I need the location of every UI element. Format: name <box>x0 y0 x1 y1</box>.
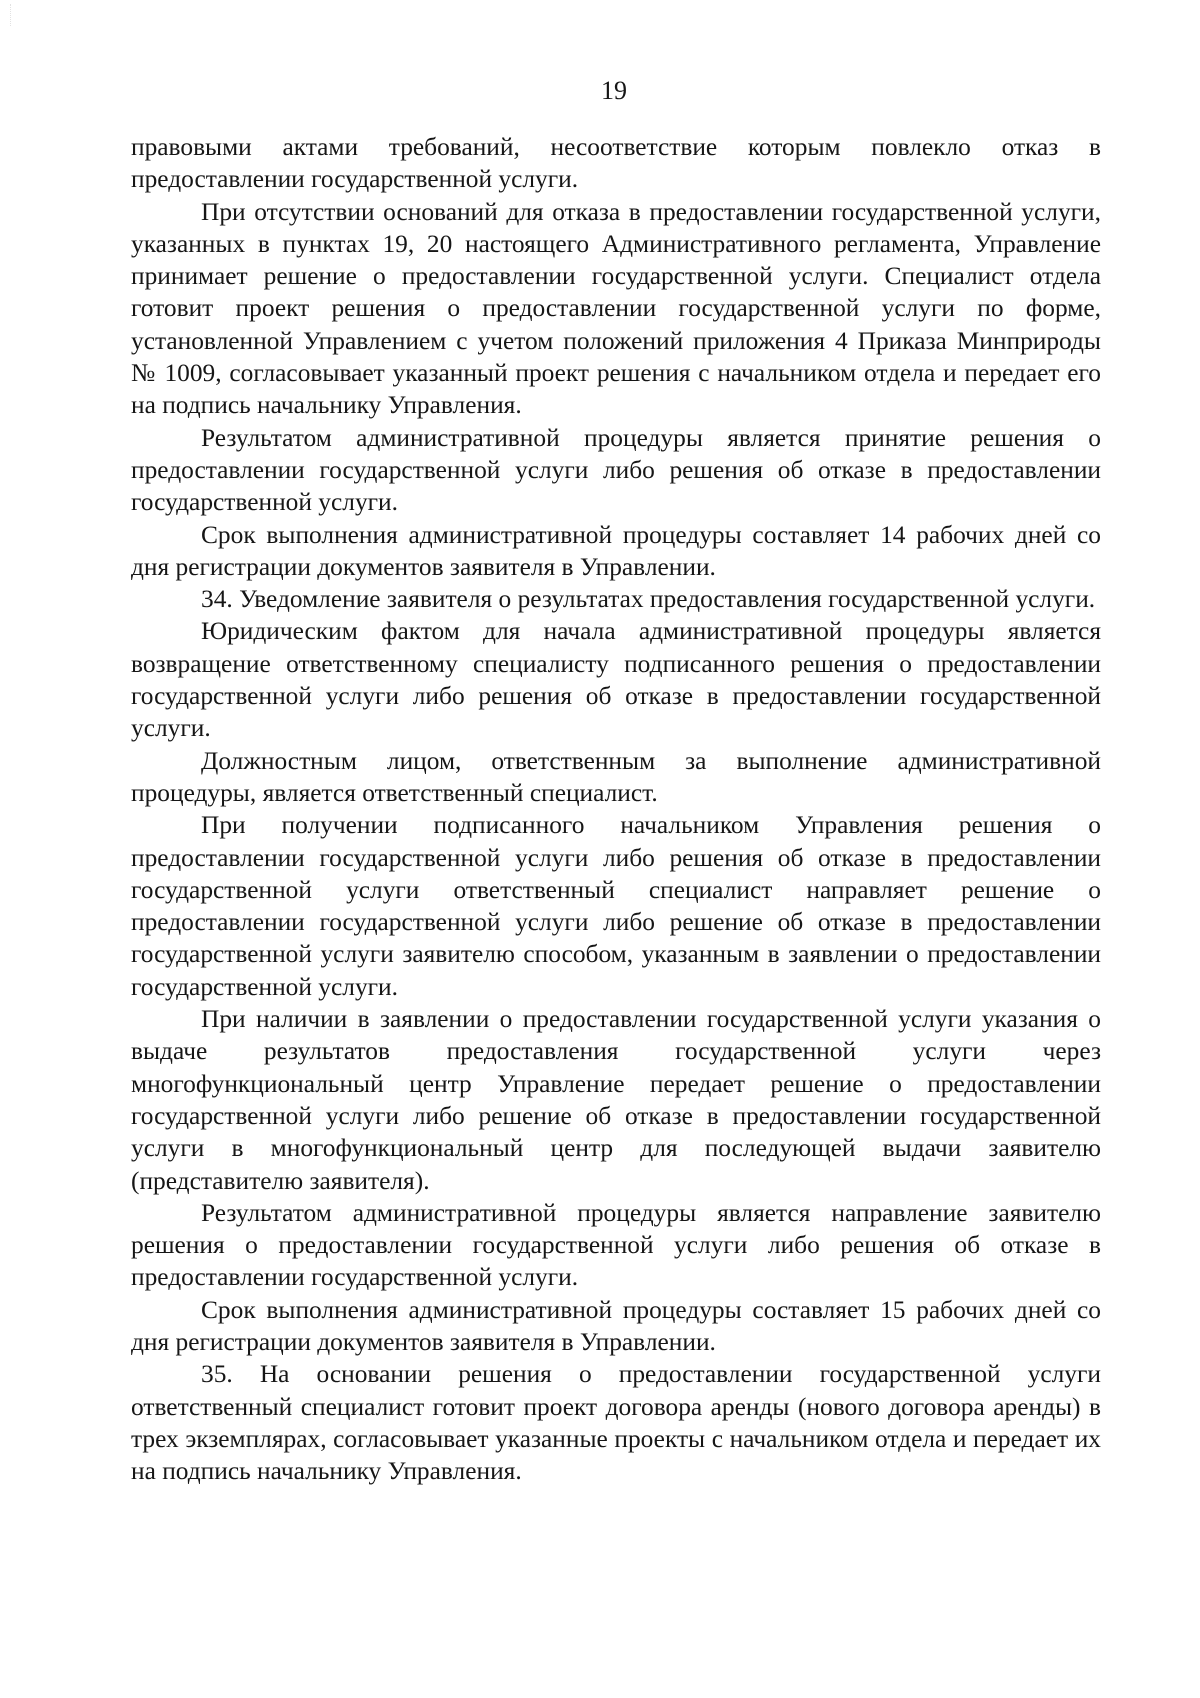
document-body <box>131 131 1101 1487</box>
paragraph-procedure-term: Срок выполнения административной процедуры составляет 14 рабочих дней со дня регистрации документов заявителя в Управлении. <box>131 520 1101 581</box>
paragraph-item-35: 35. На основании решения о предоставлении государственной услуги ответственный специалист готовит проект договора аренды (нового договора аренды) в трех экземплярах, согласовывает указанные проекты с начальником отдела и передает их на подпись начальнику Управления. <box>131 1360 1101 1486</box>
paragraph-continuation: правовыми актами требований, несоответствие которым повлекло отказ в предоставлении государственной услуги. <box>131 133 1101 194</box>
paragraph-mfc-delivery: При наличии в заявлении о предоставлении государственной услуги указания о выдаче результатов предоставления государственной услуги через многофункциональный центр Управление передает решение о предоставлении государственной услуги либо решение об отказе в предоставлении государственной услуги в многофункциональный центр для последующей выдачи заявителю (представителю заявителя). <box>131 1005 1101 1195</box>
paragraph-procedure-result: Результатом административной процедуры является принятие решения о предоставлении государственной услуги либо решения об отказе в предоставлении государственной услуги. <box>131 423 1101 517</box>
paragraph-item-34: 34. Уведомление заявителя о результатах предоставления государственной услуги. <box>201 585 1096 614</box>
paragraph-grant-decision: При отсутствии оснований для отказа в предоставлении государственной услуги, указанных в пунктах 19, 20 настоящего Административного регламента, Управление принимает решение о предоставлении государственной услуги. Специалист отдела готовит проект решения о предоставлении государственной услуги по форме, установленной Управлением с учетом положений приложения 4 Приказа Минприроды № 1009, согласовывает указанный проект решения с начальником отдела и передает его на подпись начальнику Управления. <box>131 197 1101 420</box>
paragraph-legal-fact: Юридическим фактом для начала административной процедуры является возвращение ответственному специалисту подписанного решения о предоставлении государственной услуги либо решения об отказе в предоставлении государственной услуги. <box>131 617 1101 743</box>
paragraph-send-decision: При получении подписанного начальником Управления решения о предоставлении государственной услуги либо решения об отказе в предоставлении государственной услуги ответственный специалист направляет решение о предоставлении государственной услуги либо решение об отказе в предоставлении государственной услуги заявителю способом, указанным в заявлении о предоставлении государственной услуги. <box>131 811 1101 1001</box>
paragraph-notification-term: Срок выполнения административной процедуры составляет 15 рабочих дней со дня регистрации документов заявителя в Управлении. <box>131 1295 1101 1356</box>
paragraph-notification-result: Результатом административной процедуры является направление заявителю решения о предоставлении государственной услуги либо решения об отказе в предоставлении государственной услуги. <box>131 1198 1101 1292</box>
scan-artifact <box>10 4 25 26</box>
page-number: 19 <box>601 76 627 105</box>
paragraph-responsible-official: Должностным лицом, ответственным за выполнение административной процедуры, является ответственный специалист. <box>131 746 1101 807</box>
